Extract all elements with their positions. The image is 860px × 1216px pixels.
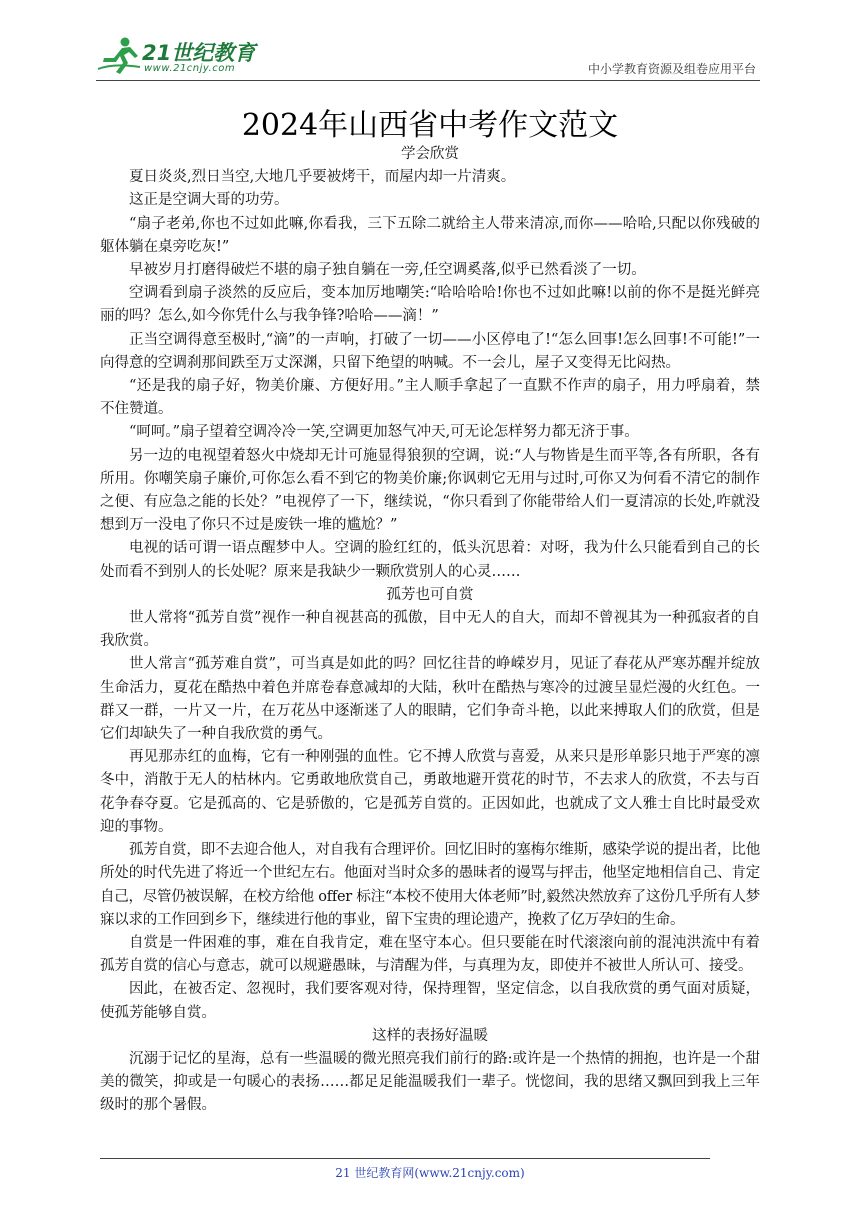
- document-body: [100, 143, 760, 1118]
- paragraph: 早被岁月打磨得破烂不堪的扇子独自躺在一旁,任空调奚落,似乎已然看淡了一切。: [129, 262, 646, 279]
- essay-1: [100, 143, 760, 584]
- paragraph: “扇子老弟,你也不过如此嘛,你看我，三下五除二就给主人带来清凉,而你——哈哈,只配以你残破的躯体躺在桌旁吃灰!”: [100, 215, 760, 255]
- brand-url: www.21cnjy.com: [144, 63, 236, 74]
- paragraph: 沉溺于记忆的星海，总有一些温暖的微光照亮我们前行的路:或许是一个热情的拥抱，也许是一个甜美的微笑，抑或是一句暖心的表扬……都足足能温暖我们一辈子。恍惚间，我的思绪又飘回到我上三年级时的那个暑假。: [100, 1050, 760, 1114]
- essay-heading: 孤芳也可自赏: [386, 586, 474, 603]
- paragraph: 再见那赤红的血梅，它有一种刚强的血性。它不搏人欣赏与喜爱，从来只是形单影只地于严寒的凛冬中，消散于无人的枯林内。它勇敢地欣赏自己，勇敢地避开赏花的时节，不去求人的欣赏，不去与百花争春夺夏。它是孤高的、它是骄傲的，它是孤芳自赏的。正因如此，也就成了文人雅士自比时最受欢迎的事物。: [100, 749, 760, 835]
- site-logo[interactable]: [96, 36, 266, 76]
- paragraph: “还是我的扇子好，物美价廉、方便好用。”主人顺手拿起了一直默不作声的扇子，用力呼扇着，禁不住赞道。: [100, 378, 760, 418]
- footer-divider: [100, 1158, 710, 1159]
- paragraph: 世人常言“孤芳难自赏”，可当真是如此的吗？回忆往昔的峥嵘岁月，见证了春花从严寒苏醒并绽放生命活力，夏花在酷热中着色并席卷春意减却的大陆，秋叶在酷热与寒冷的过渡呈显烂漫的火红色。一群又一群，一片又一片，在万花丛中逐渐迷了人的眼睛，它们争奇斗艳，以此来搏取人们的欣赏，但是它们却缺失了一种自我欣赏的勇气。: [100, 656, 760, 743]
- paragraph: 空调看到扇子淡然的反应后，变本加厉地嘲笑:“哈哈哈哈!你也不过如此嘛!以前的你不是挺光鲜亮丽的吗？怎么,如今你凭什么与我争锋?哈哈——滴！”: [100, 285, 760, 325]
- essay-heading: 这样的表扬好温暖: [372, 1027, 488, 1044]
- paragraph: 电视的话可谓一语点醒梦中人。空调的脸红红的，低头沉思着：对呀，我为什么只能看到自己的长处而看不到别人的长处呢？原来是我缺少一颗欣赏别人的心灵……: [100, 540, 760, 580]
- platform-name: 中小学教育资源及组卷应用平台: [587, 62, 756, 76]
- paragraph: “呵呵。”扇子望着空调冷冷一笑,空调更加怒气冲天,可无论怎样努力都无济于事。: [129, 424, 639, 441]
- paragraph: 自赏是一件困难的事，难在自我肯定，难在坚守本心。但只要能在时代滚滚向前的混沌洪流中有着孤芳自赏的信心与意志，就可以规避愚昧，与清醒为伴，与真理为友，即使并不被世人所认可、接受。: [100, 934, 760, 975]
- header-divider: [96, 80, 760, 81]
- footer-link[interactable]: 21 世纪教育网(www.21cnjy.com): [335, 1166, 525, 1180]
- paragraph: 夏日炎炎,烈日当空,大地几乎要被烤干，而屋内却一片清爽。: [129, 169, 516, 186]
- page-title: 2024年山西省中考作文范文: [241, 108, 619, 143]
- runner-logo-icon: [96, 36, 142, 76]
- paragraph: 孤芳自赏，即不去迎合他人，对自我有合理评价。回忆旧时的塞梅尔维斯，感染学说的提出者，比他所处的时代先进了将近一个世纪左右。他面对当时众多的愚昧者的谩骂与抨击，他坚定地相信自己、肯定自己，尽管仍被误解，在校方给他 offer 标注“本校不使用大体老师”时,毅然决然放弃了这份几乎所有人梦寐以求的工作回到乡下，继续进行他的事业，留下宝贵的理论遗产，挽救了亿万孕妇的生命。: [100, 842, 760, 928]
- essay-heading: 学会欣赏: [401, 146, 459, 162]
- page-header: [96, 36, 760, 80]
- paragraph: 因此，在被否定、忽视时，我们要客观对待，保持理智，坚定信念，以自我欣赏的勇气面对质疑，使孤芳能够自赏。: [100, 981, 760, 1021]
- brand-name: 21世纪教育: [142, 41, 256, 65]
- paragraph: 另一边的电视望着怒火中烧却无计可施显得狼狈的空调，说:“人与物皆是生而平等,各有所职，各有所用。你嘲笑扇子廉价,可你怎么看不到它的物美价廉;你讽刺它无用与过时,可你又为何看不清它的制作之便、有应急之能的长处？”电视停了一下，继续说，“你只看到了你能带给人们一夏清凉的长处,咋就没想到万一没电了你只不过是废铁一堆的尴尬？”: [100, 447, 760, 534]
- essay-3: [100, 1025, 760, 1118]
- paragraph: 世人常将“孤芳自赏”视作一种自视甚高的孤傲，目中无人的自大，而却不曾视其为一种孤寂者的自我欣赏。: [100, 610, 760, 650]
- paragraph: 这正是空调大哥的功劳。: [129, 192, 289, 209]
- essay-2: [100, 584, 760, 1025]
- paragraph: 正当空调得意至极时,“滴”的一声响，打破了一切——小区停电了!“怎么回事!怎么回事!不可能!”一向得意的空调刹那间跌至万丈深渊，只留下绝望的呐喊。不一会儿，屋子又变得无比闷热。: [100, 331, 760, 371]
